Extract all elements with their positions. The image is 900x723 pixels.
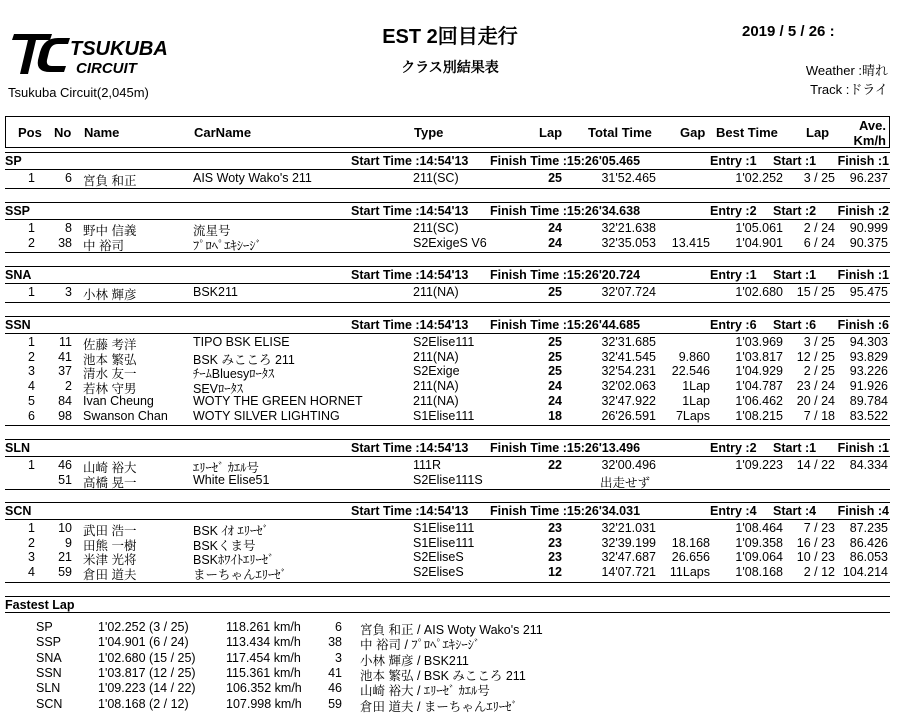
cell-best: 1'02.680 [735,285,783,299]
cell-gap: 22.546 [671,364,710,379]
cell-lap: 25 [548,171,562,185]
class-finish-count: Finish :6 [837,318,889,332]
cell-no: 41 [58,349,72,364]
cell-name: Ivan Cheung [83,393,154,408]
cell-bestlap: 15 / 25 [796,285,835,299]
cell-lap: 22 [548,458,562,472]
cell-ave: 91.926 [849,379,888,394]
class-entry-count: Entry :2 [710,441,757,455]
cell-best: 1'04.901 [735,235,783,250]
cell-type: 111R [413,458,442,472]
cell-gap: 11Laps [669,565,710,580]
fastest-cls: SSP [36,635,62,650]
class-start-count: Start :1 [773,154,817,168]
fastest-time: 1'09.223 (14 / 22) [98,681,196,696]
fastest-no: 3 [335,650,342,665]
cell-pos: 4 [28,565,35,580]
cell-car: White Elise51 [193,472,270,487]
section-divider [5,425,890,426]
cell-no: 46 [58,458,72,472]
cell-ave: 86.426 [849,535,888,550]
fastest-time: 1'02.252 (3 / 25) [98,620,189,634]
table-row [5,335,890,352]
cell-no: 59 [58,565,72,580]
cell-best: 1'02.252 [735,171,783,185]
fastest-lap-row [0,681,900,699]
class-start-count: Start :1 [773,441,817,455]
cell-type: 211(NA) [413,379,459,394]
fastest-lap-row [0,696,900,714]
cell-no: 6 [65,171,72,185]
cell-ave: 104.214 [842,565,888,580]
table-row [5,171,890,188]
cell-name: 武田 浩一 [83,524,137,538]
fastest-no: 6 [335,620,342,634]
cell-car: TIPO BSK ELISE [193,335,290,349]
class-header [5,502,890,520]
cell-lap: 25 [548,364,562,379]
cell-no: 9 [65,535,72,550]
class-start-time: Start Time :14:54'13 [351,318,469,332]
cell-best: 1'09.064 [735,550,783,565]
section-divider [5,188,890,189]
cell-ave: 93.226 [849,364,888,379]
fastest-lap-row [0,650,900,668]
cell-total: 32'31.685 [601,335,656,349]
cell-name: 高橋 晃一 [83,475,137,490]
class-finish-count: Finish :4 [837,504,889,518]
cell-bestlap: 2 / 12 [803,565,835,580]
class-start-time: Start Time :14:54'13 [351,441,469,455]
cell-ave: 89.784 [849,393,888,408]
cell-no: 2 [65,379,72,394]
table-row [5,285,890,302]
class-finish-time: Finish Time :15:26'20.724 [490,268,641,282]
fastest-lap-row [0,620,900,637]
cell-total: 32'35.053 [601,235,656,250]
col-best-lap: Lap [806,125,830,140]
cell-bestlap: 7 / 18 [803,408,835,423]
cell-gap: 26.656 [671,550,710,565]
class-finish-count: Finish :1 [837,154,889,168]
cell-note: 出走せず [600,475,651,490]
table-row [5,458,890,475]
col-carname: CarName [194,125,252,140]
cell-name: 米津 光将 [83,553,137,568]
class-entry-count: Entry :6 [710,318,757,332]
cell-ave: 90.999 [849,221,888,235]
class-finish-time: Finish Time :15:26'34.031 [490,504,641,518]
cell-type: S2EliseS [413,565,464,580]
fastest-who: 池本 繁弘 / BSK みこころ 211 [360,668,526,683]
cell-lap: 25 [548,349,562,364]
cell-total: 32'39.199 [601,535,656,550]
cell-bestlap: 23 / 24 [796,379,835,394]
cell-total: 32'07.724 [601,285,656,299]
cell-pos: 1 [28,521,35,535]
class-name: SSN [5,318,31,332]
cell-name: 倉田 道夫 [83,568,137,583]
cell-no: 51 [58,472,72,487]
cell-type: S2ExigeS V6 [413,235,487,250]
cell-name: 池本 繁弘 [83,352,137,367]
cell-total: 32'02.063 [601,379,656,394]
cell-lap: 24 [548,379,562,394]
class-entry-count: Entry :1 [710,154,757,168]
cell-best: 1'06.462 [735,393,783,408]
cell-lap: 24 [548,393,562,408]
table-row [5,349,890,367]
cell-gap: 9.860 [678,349,710,364]
cell-ave: 86.053 [849,550,888,565]
class-start-time: Start Time :14:54'13 [351,268,469,282]
cell-name: 清水 友一 [83,367,137,382]
cell-car: BSK211 [193,285,238,299]
cell-type: 211(SC) [413,221,459,235]
table-row [5,394,890,408]
class-start-time: Start Time :14:54'13 [351,154,469,168]
cell-bestlap: 2 / 24 [803,221,835,235]
cell-no: 21 [58,550,72,565]
cell-pos: 4 [28,379,35,394]
fastest-time: 1'03.817 (12 / 25) [98,665,196,680]
cell-lap: 23 [548,550,562,565]
cell-name: 小林 輝彦 [83,288,137,302]
fastest-no: 41 [328,665,342,680]
class-name: SCN [5,504,32,518]
cell-best: 1'04.929 [735,364,783,379]
col-pos: Pos [18,125,42,140]
class-start-count: Start :6 [773,318,817,332]
cell-type: S2Elise111S [413,472,483,487]
cell-bestlap: 12 / 25 [796,349,835,364]
cell-name: 宮負 和正 [83,174,137,188]
fastest-cls: SNA [36,650,62,665]
cell-bestlap: 7 / 23 [803,521,835,535]
fastest-time: 1'04.901 (6 / 24) [98,635,189,650]
class-start-time: Start Time :14:54'13 [351,204,469,218]
cell-total: 14'07.721 [601,565,656,580]
cell-pos: 5 [28,393,35,408]
cell-name: 中 裕司 [83,238,124,253]
fastest-lap-header [5,596,890,613]
fastest-speed: 117.454 km/h [226,650,301,665]
section-divider [5,252,890,253]
table-row [5,235,890,253]
cell-lap: 23 [548,535,562,550]
cell-name: 山崎 裕大 [83,461,137,475]
cell-gap: 1Lap [682,393,710,408]
fastest-lap-row [0,635,900,653]
cell-best: 1'04.787 [735,379,783,394]
cell-best: 1'08.168 [735,565,783,580]
class-header [5,439,890,457]
cell-pos: 1 [28,285,35,299]
cell-pos: 2 [28,535,35,550]
table-row [5,535,890,553]
cell-ave: 93.829 [849,349,888,364]
col-ave: Ave. [859,118,886,133]
cell-bestlap: 16 / 23 [796,535,835,550]
cell-pos: 2 [28,235,35,250]
cell-type: 211(NA) [413,349,459,364]
cell-type: 211(NA) [413,393,459,408]
fastest-who: 宮負 和正 / AIS Woty Wako's 211 [360,623,543,637]
cell-car: AIS Woty Wako's 211 [193,171,312,185]
cell-best: 1'08.464 [735,521,783,535]
col-gap: Gap [680,125,706,140]
fastest-time: 1'08.168 (2 / 12) [98,696,189,711]
class-start-count: Start :1 [773,268,817,282]
cell-gap: 13.415 [671,235,710,250]
cell-total: 32'00.496 [601,458,656,472]
cell-bestlap: 14 / 22 [796,458,835,472]
class-header [5,202,890,220]
cell-bestlap: 2 / 25 [803,364,835,379]
page-title: EST 2回目走行 [382,26,518,48]
cell-total: 32'21.031 [601,521,656,535]
cell-total: 32'54.231 [601,364,656,379]
class-header [5,316,890,334]
class-finish-count: Finish :1 [837,441,889,455]
cell-ave: 84.334 [849,458,888,472]
cell-gap: 7Laps [675,408,710,423]
cell-pos: 3 [28,550,35,565]
cell-car: 流星号 [193,224,231,238]
cell-best: 1'09.358 [735,535,783,550]
fastest-no: 38 [328,635,342,650]
cell-bestlap: 3 / 25 [803,171,835,185]
cell-car: BSK ｲｵ ｴﾘｰｾﾞ [193,524,269,538]
section-divider [5,302,890,303]
cell-bestlap: 6 / 24 [803,235,835,250]
cell-no: 84 [58,393,72,408]
cell-type: 211(NA) [413,285,459,299]
fastest-who: 中 裕司 / ﾌﾟﾛﾍﾟｴｷｼｰｼﾞ [360,638,481,653]
col-kmh: Km/h [853,133,886,148]
fastest-cls: SP [36,620,53,634]
cell-name: 田熊 一樹 [83,538,137,553]
fastest-speed: 107.998 km/h [226,696,302,711]
cell-best: 1'09.223 [735,458,783,472]
cell-car: WOTY SILVER LIGHTING [193,408,340,423]
cell-type: S1Elise111 [413,408,475,423]
cell-lap: 25 [548,335,562,349]
fastest-speed: 113.434 km/h [226,635,301,650]
weather-info: Weather :晴れ [805,63,888,78]
table-row [5,550,890,568]
cell-ave: 94.303 [849,335,888,349]
cell-best: 1'03.969 [735,335,783,349]
fastest-who: 山崎 裕大 / ｴﾘｰｾﾞ ｶｴﾙ号 [360,684,490,699]
cell-car: SEVﾛｰﾀｽ [193,382,244,397]
cell-car: まーちゃんｴﾘｰｾﾞ [193,568,287,583]
cell-ave: 95.475 [849,285,888,299]
cell-type: S2Exige [413,364,460,379]
class-start-count: Start :4 [773,504,817,518]
cell-lap: 18 [548,408,562,423]
track-info: Track :ドライ [810,82,888,97]
cell-total: 31'52.465 [601,171,656,185]
fastest-who: 倉田 道夫 / まーちゃんｴﾘｰｾﾞ [360,699,518,714]
class-entry-count: Entry :1 [710,268,757,282]
col-lap: Lap [539,125,563,140]
cell-bestlap: 10 / 23 [796,550,835,565]
cell-lap: 12 [548,565,562,580]
fastest-no: 46 [328,681,342,696]
table-row [5,379,890,397]
cell-total: 32'41.545 [601,349,656,364]
cell-no: 37 [58,364,72,379]
cell-car: ﾁｰﾑBluesyﾛｰﾀｽ [193,367,275,382]
page-subtitle: クラス別結果表 [401,59,499,75]
cell-name: 若林 守男 [83,382,137,397]
fastest-speed: 115.361 km/h [226,665,301,680]
cell-name: 野中 信義 [83,224,137,238]
cell-total: 32'21.638 [601,221,656,235]
cell-type: S1Elise111 [413,535,475,550]
cell-car: BSKﾎﾜｲﾄｴﾘｰｾﾞ [193,553,275,568]
cell-car: BSKくま号 [193,538,256,553]
fastest-speed: 106.352 km/h [226,681,302,696]
class-finish-time: Finish Time :15:26'13.496 [490,441,641,455]
cell-type: S1Elise111 [413,521,475,535]
cell-car: BSK みこころ 211 [193,352,295,367]
col-type: Type [414,125,444,140]
cell-ave: 87.235 [849,521,888,535]
fastest-lap-row [0,665,900,683]
cell-pos: 2 [28,349,35,364]
cell-best: 1'05.061 [735,221,783,235]
cell-pos: 6 [28,408,35,423]
cell-name: Swanson Chan [83,408,168,423]
table-row [5,221,890,238]
cell-lap: 25 [548,285,562,299]
class-finish-time: Finish Time :15:26'05.465 [490,154,641,168]
cell-car: WOTY THE GREEN HORNET [193,393,363,408]
cell-no: 3 [65,285,72,299]
cell-bestlap: 3 / 25 [803,335,835,349]
race-date: 2019 / 5 / 26 : [742,23,835,40]
table-row [5,521,890,538]
cell-lap: 23 [548,521,562,535]
cell-best: 1'08.215 [735,408,783,423]
cell-ave: 96.237 [849,171,888,185]
class-start-count: Start :2 [773,204,817,218]
col-no: No [54,125,72,140]
section-divider [5,489,890,490]
cell-total: 32'47.922 [601,393,656,408]
cell-no: 98 [58,408,72,423]
circuit-name: Tsukuba Circuit(2,045m) [8,85,149,100]
cell-no: 11 [59,335,72,349]
cell-type: S2EliseS [413,550,464,565]
cell-best: 1'03.817 [735,349,783,364]
col-total-time: Total Time [588,125,652,140]
cell-pos: 1 [28,171,35,185]
cell-no: 8 [65,221,72,235]
cell-gap: 1Lap [682,379,710,394]
cell-pos: 1 [28,335,35,349]
fastest-cls: SSN [36,665,62,680]
table-row [5,565,890,583]
table-row [5,472,890,490]
cell-pos: 3 [28,364,35,379]
cell-ave: 90.375 [849,235,888,250]
cell-car: ﾌﾟﾛﾍﾟｴｷｼｰｼﾞ [193,238,262,253]
class-finish-count: Finish :2 [837,204,889,218]
logo-text-circuit: CIRCUIT [76,60,137,77]
class-name: SNA [5,268,32,282]
cell-total: 32'47.687 [601,550,656,565]
fastest-cls: SLN [36,681,61,696]
col-name: Name [84,125,120,140]
class-entry-count: Entry :2 [710,204,757,218]
class-finish-count: Finish :1 [837,268,889,282]
fastest-who: 小林 輝彦 / BSK211 [360,653,469,668]
cell-lap: 24 [548,235,562,250]
table-row [5,364,890,382]
cell-type: 211(SC) [413,171,459,185]
cell-car: ｴﾘｰｾﾞ ｶｴﾙ号 [193,461,259,475]
cell-lap: 24 [548,221,562,235]
table-row [5,409,890,423]
cell-no: 38 [58,235,72,250]
class-finish-time: Finish Time :15:26'34.638 [490,204,641,218]
class-start-time: Start Time :14:54'13 [351,504,469,518]
cell-ave: 83.522 [849,408,888,423]
fastest-cls: SCN [36,696,63,711]
fastest-no: 59 [328,696,342,711]
class-header [5,266,890,284]
cell-gap: 18.168 [671,535,710,550]
cell-pos: 1 [28,458,35,472]
logo-text-tsukuba: TSUKUBA [70,38,168,60]
fastest-time: 1'02.680 (15 / 25) [98,650,196,665]
col-best-time: Best Time [716,125,778,140]
section-divider [5,582,890,583]
cell-no: 10 [58,521,72,535]
class-entry-count: Entry :4 [710,504,757,518]
class-header [5,152,890,170]
column-header-row [5,116,890,148]
class-name: SP [5,154,22,168]
cell-type: S2Elise111 [413,335,475,349]
class-name: SLN [5,441,30,455]
class-finish-time: Finish Time :15:26'44.685 [490,318,641,332]
fastest-lap-title: Fastest Lap [5,598,75,612]
cell-name: 佐藤 考洋 [83,338,137,352]
cell-total: 26'26.591 [601,408,656,423]
cell-bestlap: 20 / 24 [796,393,835,408]
cell-pos: 1 [28,221,35,235]
class-name: SSP [5,204,31,218]
fastest-speed: 118.261 km/h [226,620,301,634]
